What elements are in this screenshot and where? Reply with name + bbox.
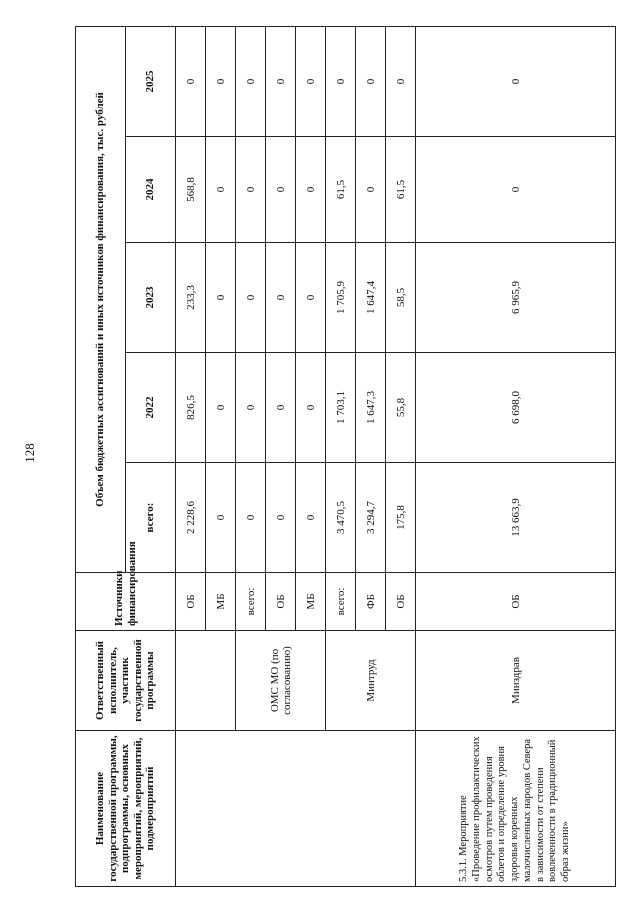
- value-cell: 175,8: [386, 463, 416, 573]
- value-cell: 0: [266, 353, 296, 463]
- value-cell: 0: [356, 137, 386, 243]
- header-year-2025: 2025: [126, 26, 176, 136]
- header-year-2024: 2024: [126, 137, 176, 243]
- value-cell: 0: [236, 26, 266, 136]
- value-cell: 0: [296, 353, 326, 463]
- value-cell: 0: [176, 26, 206, 136]
- measure-name-cell: 5.3.1. Мероприятие «Проведение профилактических осмотров путем проведения облетов и определение уровня здоровья коренных малочисленных народов Севера в зависимости от степени вовлеченности в традиционный образ жизни»: [416, 731, 616, 887]
- header-name: Наименование государственной программы, подпрограммы, основных мероприятий, мероприятий, подмероприятий: [76, 731, 176, 887]
- value-cell: 0: [266, 26, 296, 136]
- value-cell: 0: [206, 243, 236, 353]
- financing-table: [75, 26, 616, 887]
- value-cell: 1 647,3: [356, 353, 386, 463]
- value-cell: 0: [236, 243, 266, 353]
- executor-cell: Минтруд: [326, 631, 416, 731]
- executor-cell: Минздрав: [416, 631, 616, 731]
- value-cell: 0: [236, 353, 266, 463]
- value-cell: 2 228,6: [176, 463, 206, 573]
- header-source: Источники финансирования: [76, 573, 176, 631]
- value-cell: 0: [266, 243, 296, 353]
- header-year-total: всего:: [126, 463, 176, 573]
- value-cell: 0: [326, 26, 356, 136]
- value-cell: 233,3: [176, 243, 206, 353]
- value-cell: 1 705,9: [326, 243, 356, 353]
- header-executor: Ответственный исполнитель, участник государственной программы: [76, 631, 176, 731]
- value-cell: 6 698,0: [416, 353, 616, 463]
- value-cell: 0: [206, 353, 236, 463]
- value-cell: 1 703,1: [326, 353, 356, 463]
- value-cell: 0: [206, 26, 236, 136]
- value-cell: 0: [266, 137, 296, 243]
- source-cell: ФБ: [356, 573, 386, 631]
- value-cell: 0: [356, 26, 386, 136]
- value-cell: 61,5: [386, 137, 416, 243]
- page-number: 128: [22, 443, 37, 463]
- executor-cell: ОМС МО (по согласованию): [236, 631, 326, 731]
- value-cell: 0: [206, 463, 236, 573]
- source-cell: ОБ: [416, 573, 616, 631]
- value-cell: 568,8: [176, 137, 206, 243]
- source-cell: ОБ: [266, 573, 296, 631]
- source-cell: МБ: [206, 573, 236, 631]
- value-cell: 0: [236, 463, 266, 573]
- value-cell: 3 294,7: [356, 463, 386, 573]
- table-row: [176, 26, 206, 886]
- value-cell: 0: [296, 463, 326, 573]
- value-cell: 0: [206, 137, 236, 243]
- value-cell: 0: [296, 26, 326, 136]
- value-cell: 0: [386, 26, 416, 136]
- source-cell: МБ: [296, 573, 326, 631]
- source-cell: всего:: [326, 573, 356, 631]
- name-cell-continued: [176, 731, 416, 887]
- executor-cell: [176, 631, 236, 731]
- value-cell: 3 470,5: [326, 463, 356, 573]
- value-cell: 0: [416, 26, 616, 136]
- value-cell: 0: [236, 137, 266, 243]
- source-cell: ОБ: [386, 573, 416, 631]
- value-cell: 0: [416, 137, 616, 243]
- value-cell: 58,5: [386, 243, 416, 353]
- value-cell: 826,5: [176, 353, 206, 463]
- source-cell: всего:: [236, 573, 266, 631]
- value-cell: 0: [296, 243, 326, 353]
- header-funding-group: Объем бюджетных ассигнований и иных источников финансирования, тыс. рублей: [76, 26, 126, 572]
- value-cell: 13 663,9: [416, 463, 616, 573]
- value-cell: 61,5: [326, 137, 356, 243]
- value-cell: 1 647,4: [356, 243, 386, 353]
- table-row: [416, 26, 616, 886]
- value-cell: 0: [266, 463, 296, 573]
- header-year-2023: 2023: [126, 243, 176, 353]
- source-cell: ОБ: [176, 573, 206, 631]
- value-cell: 0: [296, 137, 326, 243]
- rotated-page: [75, 27, 615, 887]
- value-cell: 6 965,9: [416, 243, 616, 353]
- value-cell: 55,8: [386, 353, 416, 463]
- header-year-2022: 2022: [126, 353, 176, 463]
